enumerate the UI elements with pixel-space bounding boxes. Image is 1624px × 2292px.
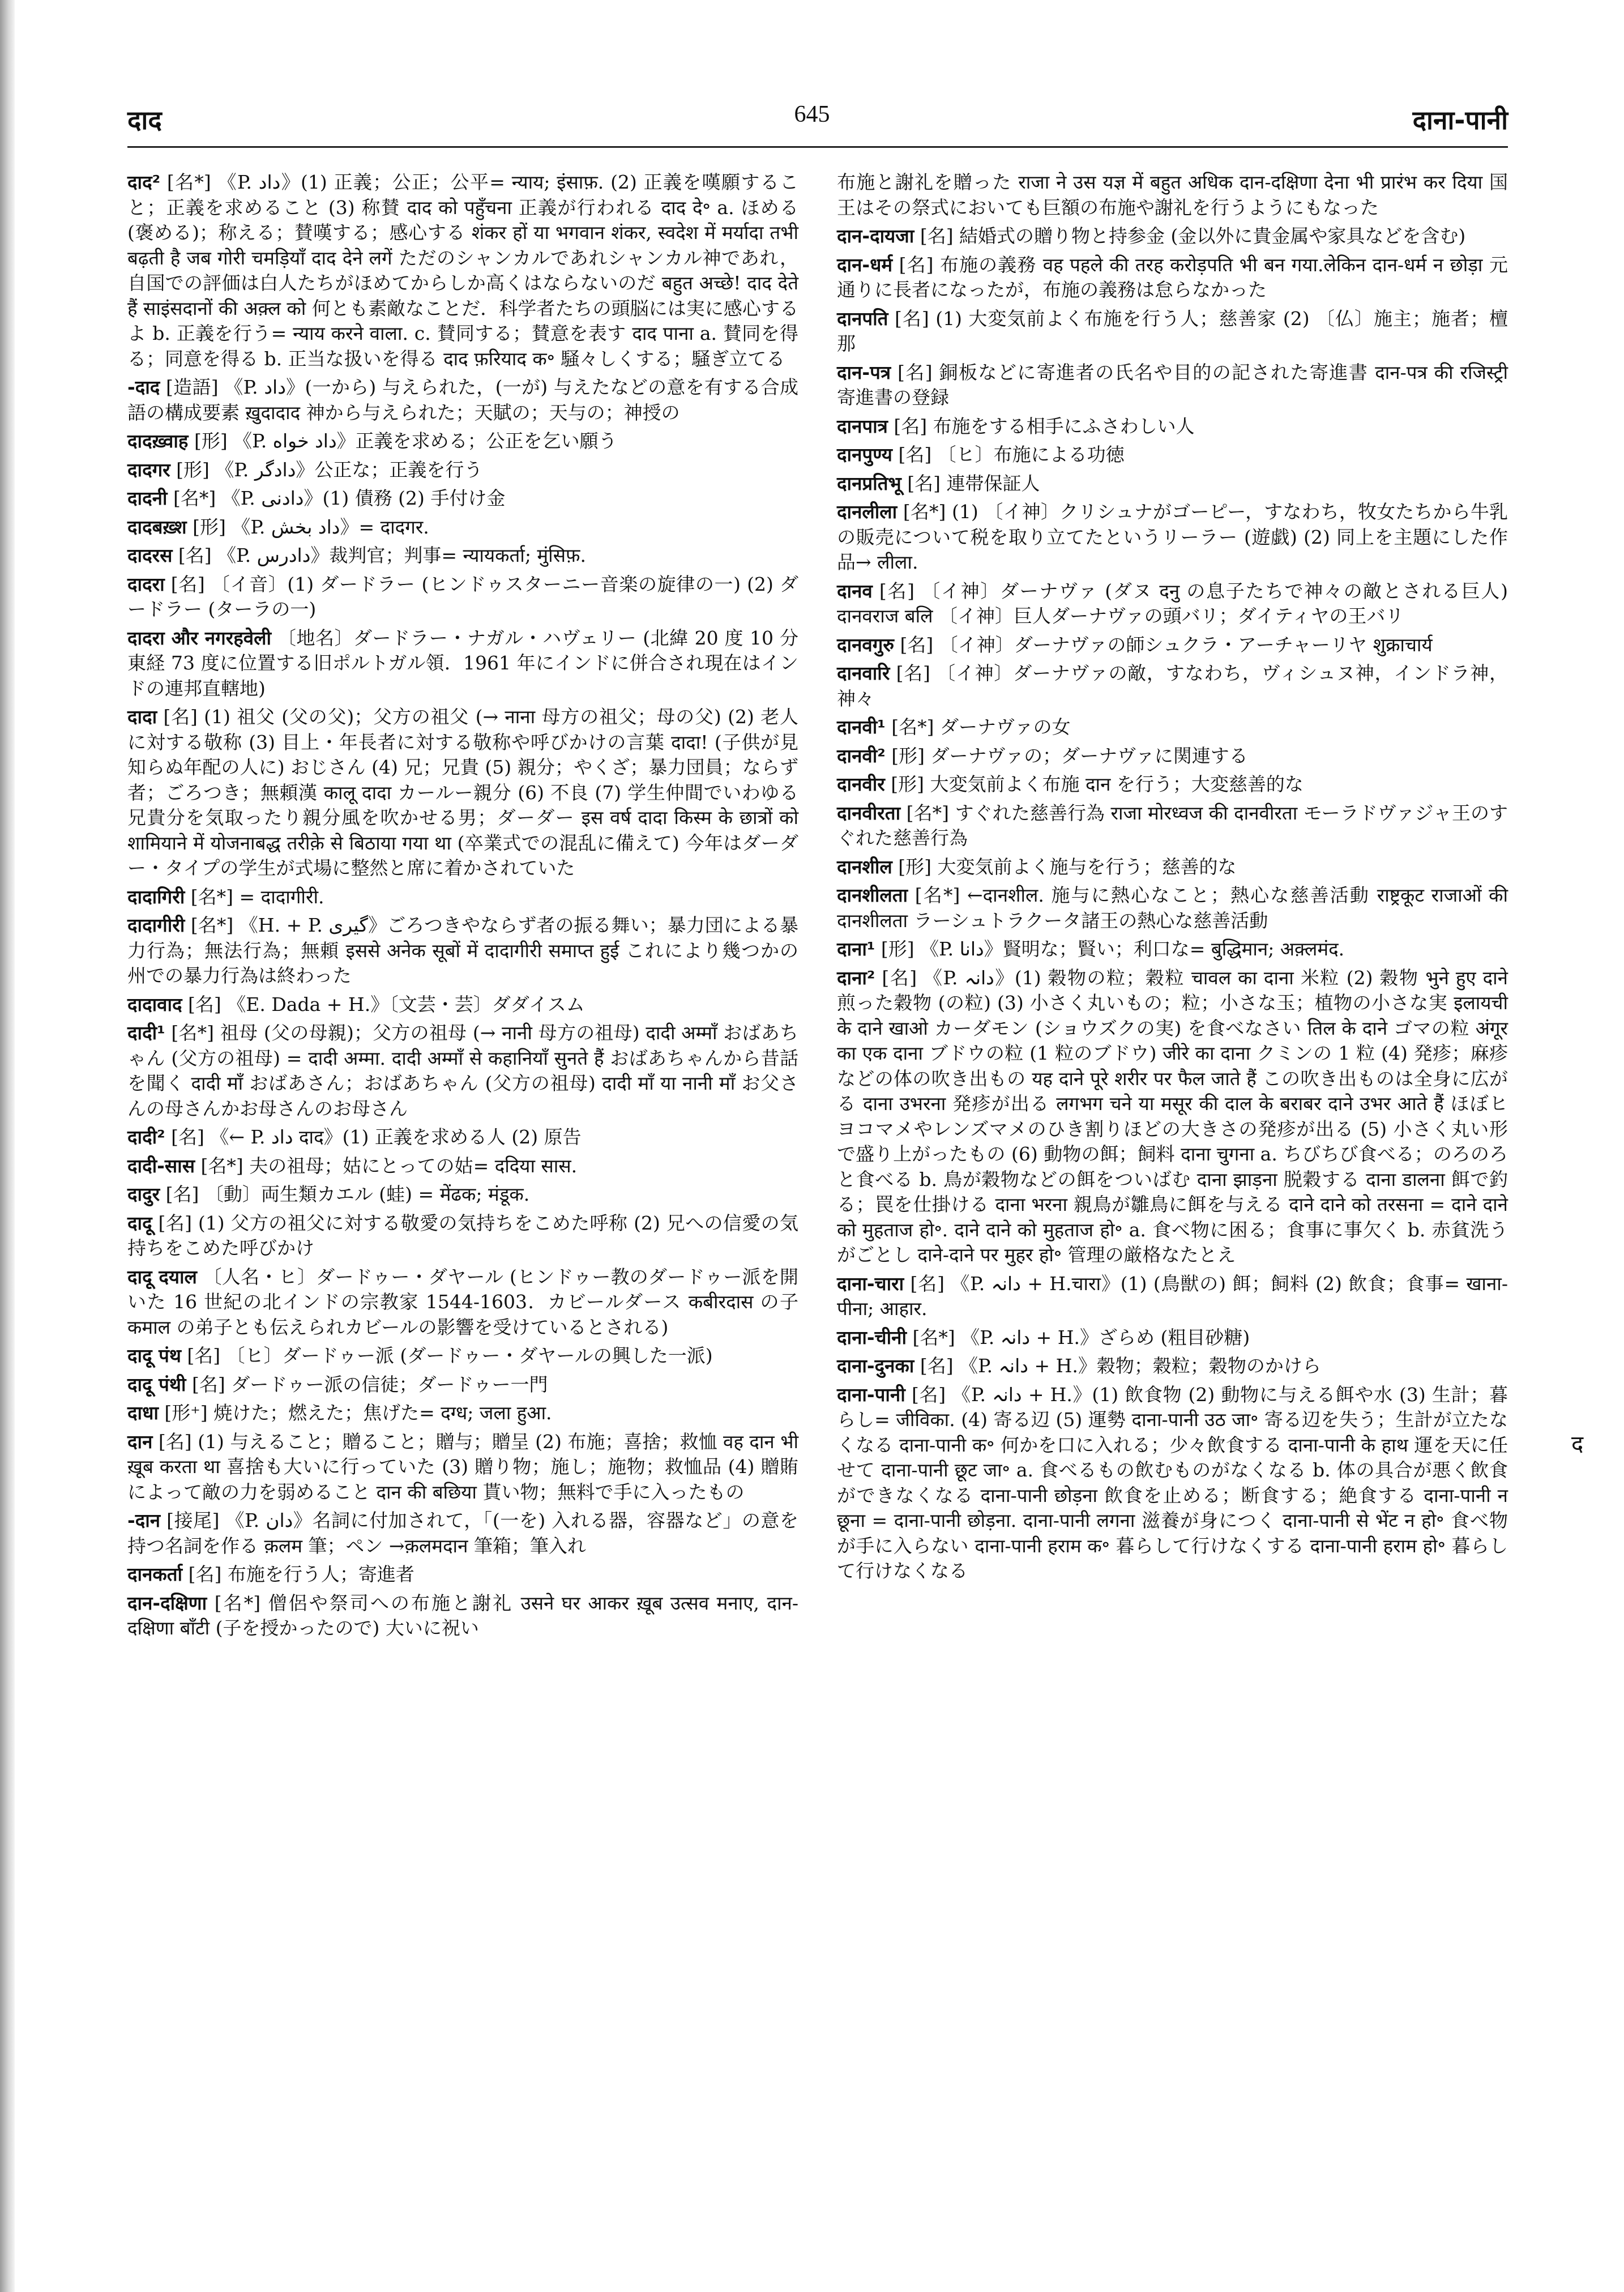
entry-definition: [名*] 《P. داد》(1) 正義；公正；公平= न्याय; इंसाफ़. (2) 正義を嘆願すること；正義を求めること (3) 称賛 दाद को पहुँचना 正義が行われる दाद दे॰ a. ほめる (褒める)；称える；賛嘆する；感心する शंकर हों या भगवान शंकर, स्वदेश में मर्यादा तभी बढ़ती है जब गोरी चमड़ियाँ दाद देने लगें ただのシャンカルであれシャンカル神であれ，自国での評価は白人たちがほめてからしか高くはならないのだ बहुत अच्छे! दाद देते हैं साइंसदानों की अक़्ल को 何とも素敵なことだ．科学者たちの頭脳には実に感心するよ b. 正義を行う= न्याय करने वाला. c. 賛同する；賛意を表す दाद पाना a. 賛同を得る；同意を得る b. 正当な扱いを得る दाद फ़रियाद क॰ 騒々しくする；騒ぎ立てる	[127, 171, 799, 370]
entry-definition: 〔人名・ヒ〕ダードゥー・ダヤール (ヒンドゥー教のダードゥー派を開いた 16 世紀の北インドの宗教家 1544-1603．カビールダース कबीरदास の子 कमाल の弟子とも伝えられカビールの影響を受けているとされる)	[127, 1265, 798, 1338]
entry-headword: -दाद	[127, 376, 160, 398]
entry-definition: [名*] ←दानशील. 施与に熱心なこと；熱心な慈善活動 राष्ट्रकूट राजाओं की दानशीलता ラーシュトラクータ諸王の熱心な慈善活動	[837, 884, 1508, 932]
entry-definition: [名*] (1) 〔イ神〕クリシュナがゴーピー，すなわち，牧女たちから牛乳の販売について税を取り立てたというリーラー (遊戯) (2) 同上を主題にした作品→ लीला.	[837, 501, 1508, 573]
entry-definition: [名] (1) 父方の祖父に対する敬愛の気持ちをこめた呼称 (2) 兄への信愛の気持ちをこめた呼びかけ	[127, 1211, 798, 1259]
entry-headword: दानवी²	[837, 744, 886, 767]
entry-definition: [名*] すぐれた慈善行為 राजा मोरध्वज की दानवीरता モーラドヴァジャ王のすぐれた慈善行為	[837, 801, 1508, 849]
entry-headword: दाद²	[127, 171, 161, 193]
entry-headword: दानवी¹	[837, 716, 886, 738]
entry-headword: दादरस	[127, 544, 173, 566]
entry-headword: दानवारि	[837, 662, 890, 684]
entry-headword: दाधा	[127, 1402, 159, 1424]
dictionary-entry	[127, 1401, 798, 1426]
entry-headword: दाना-दुनका	[837, 1355, 914, 1377]
entry-definition: [造語] 《P. داد》(一から) 与えられた，(一が) 与えたなどの意を有する合成語の構成要素 ख़ुदादाद 神から与えられた；天賦の；天与の；神授の	[127, 376, 798, 424]
dictionary-entry	[127, 1562, 798, 1587]
entry-definition: [接尾] 《P. دان》名詞に付加されて，「(一を) 入れる器，容器など」の意を持つ名詞を作る क़लम 筆；ペン →क़लमदान 筆箱；筆入れ	[127, 1509, 798, 1557]
entry-headword: दानपुण्य	[837, 443, 892, 466]
entry-definition: [名] 銅板などに寄進者の氏名や目的の記された寄進書 दान-पत्र की रजिस्ट्री 寄進書の登録	[837, 361, 1508, 408]
entry-headword: दाना-चारा	[837, 1272, 904, 1295]
entry-definition: [名] 〔イ神〕ダーナヴァ (ダヌ दनु の息子たちで神々の敵とされる巨人) दानवराज बलि 〔イ神〕巨人ダーナヴァの頭バリ；ダイティヤの王バリ	[837, 579, 1508, 627]
dictionary-entry	[837, 801, 1508, 851]
dictionary-entry	[127, 1343, 798, 1369]
dictionary-entry	[837, 414, 1508, 439]
left-column	[127, 170, 798, 1645]
entry-headword: दादुर	[127, 1183, 160, 1205]
entry-definition: [名] 布施の義務 वह पहले की तरह करोड़पति भी बन गया.लेकिन दान-धर्म न छोड़ा 元通りに長者になったが，布施の義務は怠らなかった	[837, 253, 1508, 301]
entry-headword: दादू दयाल	[127, 1265, 197, 1288]
entry-headword: -दान	[127, 1509, 161, 1531]
entry-definition: [形] 大変気前よく施与を行う；慈善的な	[892, 855, 1237, 878]
dictionary-entry	[127, 1211, 798, 1261]
entry-definition: [名*] 《H. + P. گیری》ごろつきやならず者の振る舞い；暴力団による暴力行為；無法行為；無頼 इससे अनेक सूबों में दादागीरी समाप्त हुई これにより幾つかの州での暴力行為は終わった	[127, 914, 799, 987]
entry-headword: दानप्रतिभू	[837, 472, 901, 494]
dictionary-entry	[127, 486, 798, 511]
entry-definition: [名] 《P. دانہ + H.》(1) 飲食物 (2) 動物に与える餌や水 (3) 生計；暮らし= जीविका. (4) 寄る辺 (5) 運勢 दाना-पानी उठ जा॰ 寄る辺を失う；生計が立たなくなる दाना-पानी क॰ 何かを口に入れる；少々飲食する दाना-पानी के हाथ 運を天に任せて दाना-पानी छूट जा॰ a. 食べるもの飲むものがなくなる b. 体の具合が悪く飲食ができなくなる दाना-पानी छोड़ना 飲食を止める；断食する；絶食する दाना-पानी न छूना = दाना-पानी छोड़ना. दाना-पानी लगना 滋養が身につく दाना-पानी से भेंट न हो॰ 食べ物が手に入らない दाना-पानी हराम क॰ 暮らして行けなくする दाना-पानी हराम हो॰ 暮らして行けなくなる	[837, 1383, 1508, 1582]
entry-definition: [名*] 祖母 (父の母親)；父方の祖母 (→ नानी 母方の祖母) दादी अम्माँ おばあちゃん (父方の祖母) = दादी अम्मा. दादी अम्माँ से कहानियाँ सुनते हैं おばあちゃんから昔話を聞く दादी माँ おばあさん；おばあちゃん (父方の祖母) दादी माँ या नानी माँ お父さんの母さんかお母さんのお母さん	[127, 1022, 798, 1120]
right-column	[837, 170, 1508, 1587]
entry-definition: [名] 〔イ神〕ダーナヴァの敵，すなわち，ヴィシュヌ神，インドラ神，神々	[837, 662, 1508, 710]
entry-definition: [名] 《P. دادرس》裁判官；判事= न्यायकर्ता; मुंसिफ़.	[172, 544, 586, 566]
entry-headword: दानपात्र	[837, 415, 888, 437]
entry-headword: दादी¹	[127, 1022, 165, 1044]
entry-headword: दादागिरी	[127, 885, 185, 908]
entry-headword: दानलीला	[837, 501, 898, 523]
book-spine-shadow	[0, 0, 15, 2292]
entry-definition: [名] (1) 祖父 (父の父)；父方の祖父 (→ नाना 母方の祖父；母の父) (2) 老人に対する敬称 (3) 目上・年長者に対する敬称や呼びかけの言葉 दादा! (子供が見知らぬ年配の人に) おじさん (4) 兄；兄貴 (5) 親分；やくざ；暴力団員；ならず者；ごろつき；無頼漢 कालू दादा カールー親分 (6) 不良 (7) 学生仲間でいわゆる兄貴分を気取ったり親分風を吹かせる男；ダーダー इस वर्ष दादा किस्म के छात्रों को शामियाने में योजनाबद्ध तरीक़े से बिठाया गया था (卒業式での混乱に備えて) 今年はダーダー・タイプの学生が式場に整然と席に着かされていた	[127, 706, 798, 879]
dictionary-entry	[127, 1429, 798, 1505]
entry-definition: [名] 連帯保証人	[901, 472, 1040, 494]
entry-definition: [名] 布施を行う人；寄進者	[182, 1563, 414, 1585]
dictionary-entry	[127, 1125, 798, 1150]
dictionary-entry	[127, 170, 798, 372]
running-head-left: दाद	[127, 105, 162, 135]
dictionary-entry	[127, 1265, 798, 1341]
dictionary-entry	[127, 1591, 798, 1641]
dictionary-entry	[127, 885, 798, 910]
entry-definition: [名*] 《P. دادنی》(1) 債務 (2) 手付け金	[167, 487, 506, 509]
entry-definition: [名*] 《P. دانہ + H.》ざらめ (粗目砂糖)	[907, 1326, 1250, 1348]
entry-headword: दान	[127, 1430, 153, 1453]
entry-headword: दाना¹	[837, 938, 875, 960]
entry-headword: दानशीलता	[837, 884, 908, 906]
dictionary-entry	[837, 966, 1508, 1268]
entry-definition: [形] ダーナヴァの；ダーナヴァに関連する	[885, 744, 1248, 767]
dictionary-entry	[127, 1021, 798, 1121]
entry-definition: [名] 〔ヒ〕ダードゥー派 (ダードゥー・ダヤールの興した一派)	[181, 1345, 713, 1367]
dictionary-entry	[837, 772, 1508, 797]
dictionary-entry	[837, 661, 1508, 711]
entry-definition: [名] 《P. دانہ + H.चारा》(1) (鳥獣の) 餌；飼料 (2) 飲食；食事= खाना-पीना; आहार.	[837, 1272, 1508, 1320]
dictionary-entry	[837, 579, 1508, 629]
dictionary-entry	[837, 306, 1508, 357]
dictionary-entry	[837, 224, 1508, 249]
entry-headword: दानवगुरु	[837, 633, 895, 656]
entry-definition: [形] 《P. دانا》賢明な；賢い；利口な= बुद्धिमान; अक़्लमंद.	[875, 938, 1345, 960]
dictionary-entry	[127, 543, 798, 569]
entry-definition: [名] 布施をする相手にふさわしい人	[887, 415, 1195, 437]
dictionary-entry	[127, 458, 798, 483]
entry-headword: दानपति	[837, 307, 888, 330]
dictionary-entry	[837, 1325, 1508, 1351]
entry-definition: [形⁺] 焼けた；燃えた；焦げた= दग्ध; जला हुआ.	[158, 1402, 552, 1424]
dictionary-entry	[127, 375, 798, 425]
dictionary-entry	[837, 744, 1508, 769]
dictionary-entry	[837, 360, 1508, 411]
dictionary-entry	[127, 1508, 798, 1559]
entry-headword: दादबख़्श	[127, 515, 187, 538]
entry-definition: [形] 《P. داد خواه》正義を求める；公正を乞い願う	[188, 430, 617, 452]
entry-headword: दादख़्वाह	[127, 430, 189, 452]
entry-definition: [名] 〔動〕両生類カエル (蛙) = मेंढक; मंडूक.	[160, 1183, 530, 1205]
dictionary-entry	[837, 253, 1508, 303]
dictionary-entry	[837, 442, 1508, 468]
entry-headword: दादगर	[127, 458, 170, 481]
entry-definition: [名*] 僧侶や祭司への布施と謝礼 उसने घर आकर ख़ूब उत्सव मनाए, दान-दक्षिणा बाँटी (子を授かったので) 大いに祝い	[127, 1591, 798, 1639]
dictionary-entry	[127, 572, 798, 622]
entry-headword: दानवीरता	[837, 801, 901, 824]
entry-headword: दान-दक्षिणा	[127, 1591, 207, 1614]
entry-definition: [名] 《E. Dada + H.》〔文芸・芸〕ダダイスム	[182, 993, 585, 1015]
dictionary-entry	[127, 429, 798, 454]
entry-definition: [形] 《P. دادگر》公正な；正義を行う	[170, 458, 483, 481]
thumb-index: द	[1571, 1431, 1584, 1457]
dictionary-entry	[127, 626, 798, 702]
dictionary-entry	[127, 1372, 798, 1398]
dictionary-entry	[127, 515, 798, 540]
entry-headword: दानकर्ता	[127, 1563, 183, 1585]
entry-headword: दादनी	[127, 487, 168, 509]
dictionary-entry	[837, 883, 1508, 933]
running-head-right: दाना-पानी	[1412, 105, 1508, 135]
entry-headword: दादावाद	[127, 993, 182, 1015]
entry-headword: दादू	[127, 1211, 152, 1234]
entry-headword: दादागीरी	[127, 914, 185, 936]
entry-definition: [名] (1) 与えること；贈ること；贈与；贈呈 (2) 布施；喜捨；救恤 वह दान भी ख़ूब करता था 喜捨も大いに行っていた (3) 贈り物；施し；施物；救恤品 (4) 贈賄によって敵の力を弱めること दान की बछिया 貰い物；無料で手に入ったもの	[127, 1430, 798, 1503]
entry-definition: [名] 《P. دانہ + H.》穀物；穀粒；穀物のかけら	[914, 1355, 1321, 1377]
dictionary-entry	[837, 937, 1508, 962]
dictionary-entry	[127, 1182, 798, 1207]
entry-headword: दाना-पानी	[837, 1383, 905, 1406]
dictionary-entry	[837, 170, 1508, 220]
dictionary-entry	[127, 913, 798, 989]
entry-definition: [名] 結婚式の贈り物と持参金 (金以外に貴金属や家具などを含む)	[914, 225, 1466, 247]
dictionary-entry	[837, 633, 1508, 658]
entry-headword: दान-धर्म	[837, 253, 893, 276]
entry-definition: [名] 〔イ音〕(1) ダードラー (ヒンドゥスターニー音楽の旋律の一) (2) ダードラー (ターラの一)	[127, 573, 798, 620]
entry-headword: दादी²	[127, 1126, 165, 1148]
entry-headword: दादू पंथी	[127, 1373, 186, 1395]
entry-headword: दादी-सास	[127, 1154, 195, 1177]
entry-definition: 〔地名〕ダードラー・ナガル・ハヴェリー (北緯 20 度 10 分東経 73 度に位置する旧ポルトガル領．1961 年にインドに併合され現在はインドの連邦直轄地)	[127, 626, 798, 699]
dictionary-entry	[837, 1382, 1508, 1584]
entry-headword: दाना²	[837, 966, 875, 989]
entry-definition: [名*] ダーナヴァの女	[885, 716, 1071, 738]
entry-definition: [形] 大変気前よく布施 दान を行う；大変慈善的な	[884, 773, 1304, 795]
entry-definition: [名*] = दादागीरी.	[185, 885, 324, 908]
entry-definition: 布施と謝礼を贈った राजा ने उस यज्ञ में बहुत अधिक दान-दक्षिणा देना भी प्रारंभ कर दिया 国王はその祭式においても巨額の布施や謝礼を行うようにもなった	[837, 171, 1508, 219]
entry-definition: [形] 《P. داد بخش》= दादगर.	[186, 515, 429, 538]
page-number: 645	[794, 101, 830, 127]
entry-headword: दान-पत्र	[837, 361, 891, 383]
entry-headword: दान-दायजा	[837, 225, 914, 247]
entry-definition: [名] 《← P. داد दाद》(1) 正義を求める人 (2) 原告	[165, 1126, 582, 1148]
header-rule	[127, 146, 1508, 148]
entry-headword: दानवीर	[837, 773, 885, 795]
dictionary-entry	[127, 1154, 798, 1179]
entry-headword: दादू पंथ	[127, 1345, 181, 1367]
entry-definition: [名*] 夫の祖母；姑にとっての姑= ददिया सास.	[195, 1154, 578, 1177]
dictionary-entry	[127, 992, 798, 1018]
entry-definition: [名] (1) 大変気前よく布施を行う人；慈善家 (2) 〔仏〕施主；施者；檀那	[837, 307, 1508, 355]
dictionary-entry	[837, 715, 1508, 740]
dictionary-entry	[837, 1354, 1508, 1379]
dictionary-entry	[837, 471, 1508, 497]
entry-definition: [名] 《P. دانہ》(1) 穀物の粒；穀粒 चावल का दाना 米粒 (2) 穀物 भुने हुए दाने 煎った穀物 (の粒) (3) 小さく丸いもの；粒；小さな玉；植物の小さな実 इलायची के दाने खाओ カーダモン (ショウズクの実) を食べなさい तिल के दाने ゴマの粒 अंगूर का एक दाना ブドウの粒 (1 粒のブドウ) जीरे का दाना クミンの 1 粒 (4) 発疹；麻疹などの体の吹き出もの यह दाने पूरे शरीर पर फैल जाते हैं この吹き出ものは全身に広がる दाना उभरना 発疹が出る लगभग चने या मसूर की दाल के बराबर दाने उभर आते हैं ほぼヒヨコマメやレンズマメのひき割りほどの大きさの発疹が出る (5) 小さく丸い形で盛り上がったもの (6) 動物の餌；飼料 दाना चुगना a. ちびちび食べる；のろのろと食べる b. 鳥が穀物などの餌をついばむ दाना झाड़ना 脱穀する दाना डालना 餌で釣る；罠を仕掛ける दाना भरना 親鳥が雛鳥に餌を与える दाने दाने को तरसना = दाने दाने को मुहताज हो॰. दाने दाने को मुहताज हो॰ a. 食べ物に困る；食事に事欠く b. 赤貧洗うがごとし दाने-दाने पर मुहर हो॰ 管理の厳格なたとえ	[837, 966, 1508, 1266]
entry-definition: [名] ダードゥー派の信徒；ダードゥー一門	[186, 1373, 548, 1395]
entry-definition: [名] 〔ヒ〕布施による功徳	[892, 443, 1125, 466]
dictionary-entry	[837, 855, 1508, 880]
dictionary-entry	[837, 500, 1508, 575]
entry-definition: [名] 〔イ神〕ダーナヴァの師シュクラ・アーチャーリヤ शुक्राचार्य	[894, 633, 1433, 656]
entry-headword: दादरा	[127, 573, 165, 595]
dictionary-entry	[127, 705, 798, 881]
dictionary-entry	[837, 1271, 1508, 1322]
entry-headword: दाना-चीनी	[837, 1326, 907, 1348]
entry-headword: दादा	[127, 706, 157, 728]
entry-headword: दानशील	[837, 855, 892, 878]
entry-headword: दानव	[837, 579, 873, 602]
entry-headword: दादरा और नगरहवेली	[127, 626, 272, 649]
